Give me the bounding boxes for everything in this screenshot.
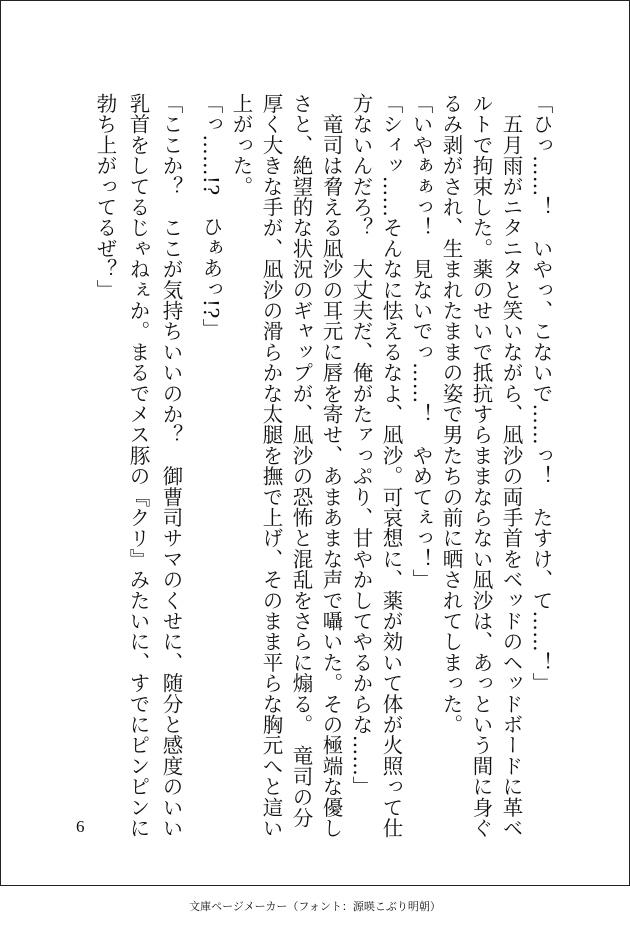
text-column: 「ここか？ ここが気持ちいいのか？ 御曹司サマのくせに、随分と感度のいい (159, 93, 183, 839)
text-column: 勃ち上がってるぜ？」 (93, 93, 117, 300)
text-column: 厚く大きな手が、凪沙の滑らかな太腿を撫で上げ、そのまま平らな胸元へと這い (259, 93, 283, 839)
text-column: さと、絶望的な状況のギャップが、凪沙の恐怖と混乱をさらに煽る。 竜司の分 (289, 93, 313, 828)
text-column: 乳首をしてるじゃねぇか。まるでメス豚の『クリ』みたいに、すでにピンピンに (126, 93, 150, 839)
footer-caption: 文庫ページメーカー（フォント：源暎こぶり明朝） (189, 900, 441, 913)
page-number: 6 (76, 817, 85, 836)
text-column: 「っ……!? ひぁあっ!?」 (199, 93, 223, 340)
text-column: 「ひっ……！ いやっ、こないで……っ！ たすけ、て……！」 (529, 93, 553, 694)
text-column: 「シィッ……そんなに怯えるなよ、凪沙。可哀想に、薬が効いて体が火照って仕 (379, 93, 403, 839)
text-column: 五月雨がニタニタと笑いながら、凪沙の両手首をベッドのヘッドボードに革ベ (499, 93, 523, 839)
text-column: 方ないんだろ？ 大丈夫だ、俺がたァっぷり、甘やかしてやるからな……」 (349, 93, 373, 797)
text-column: 上がった。 (229, 93, 253, 197)
text-column: ルトで拘束した。薬のせいで抵抗すらままならない凪沙は、あっという間に身ぐ (469, 93, 493, 839)
text-column: 竜司は脅える凪沙の耳元に唇を寄せ、あまあまな声で囁いた。その極端な優し (319, 93, 343, 839)
text-column: 「いやぁぁっ！ 見ないでっ……！ やめてぇっ！」 (409, 93, 433, 590)
text-column: るみ剥がされ、生まれたままの姿で男たちの前に晒されてしまった。 (439, 93, 463, 735)
